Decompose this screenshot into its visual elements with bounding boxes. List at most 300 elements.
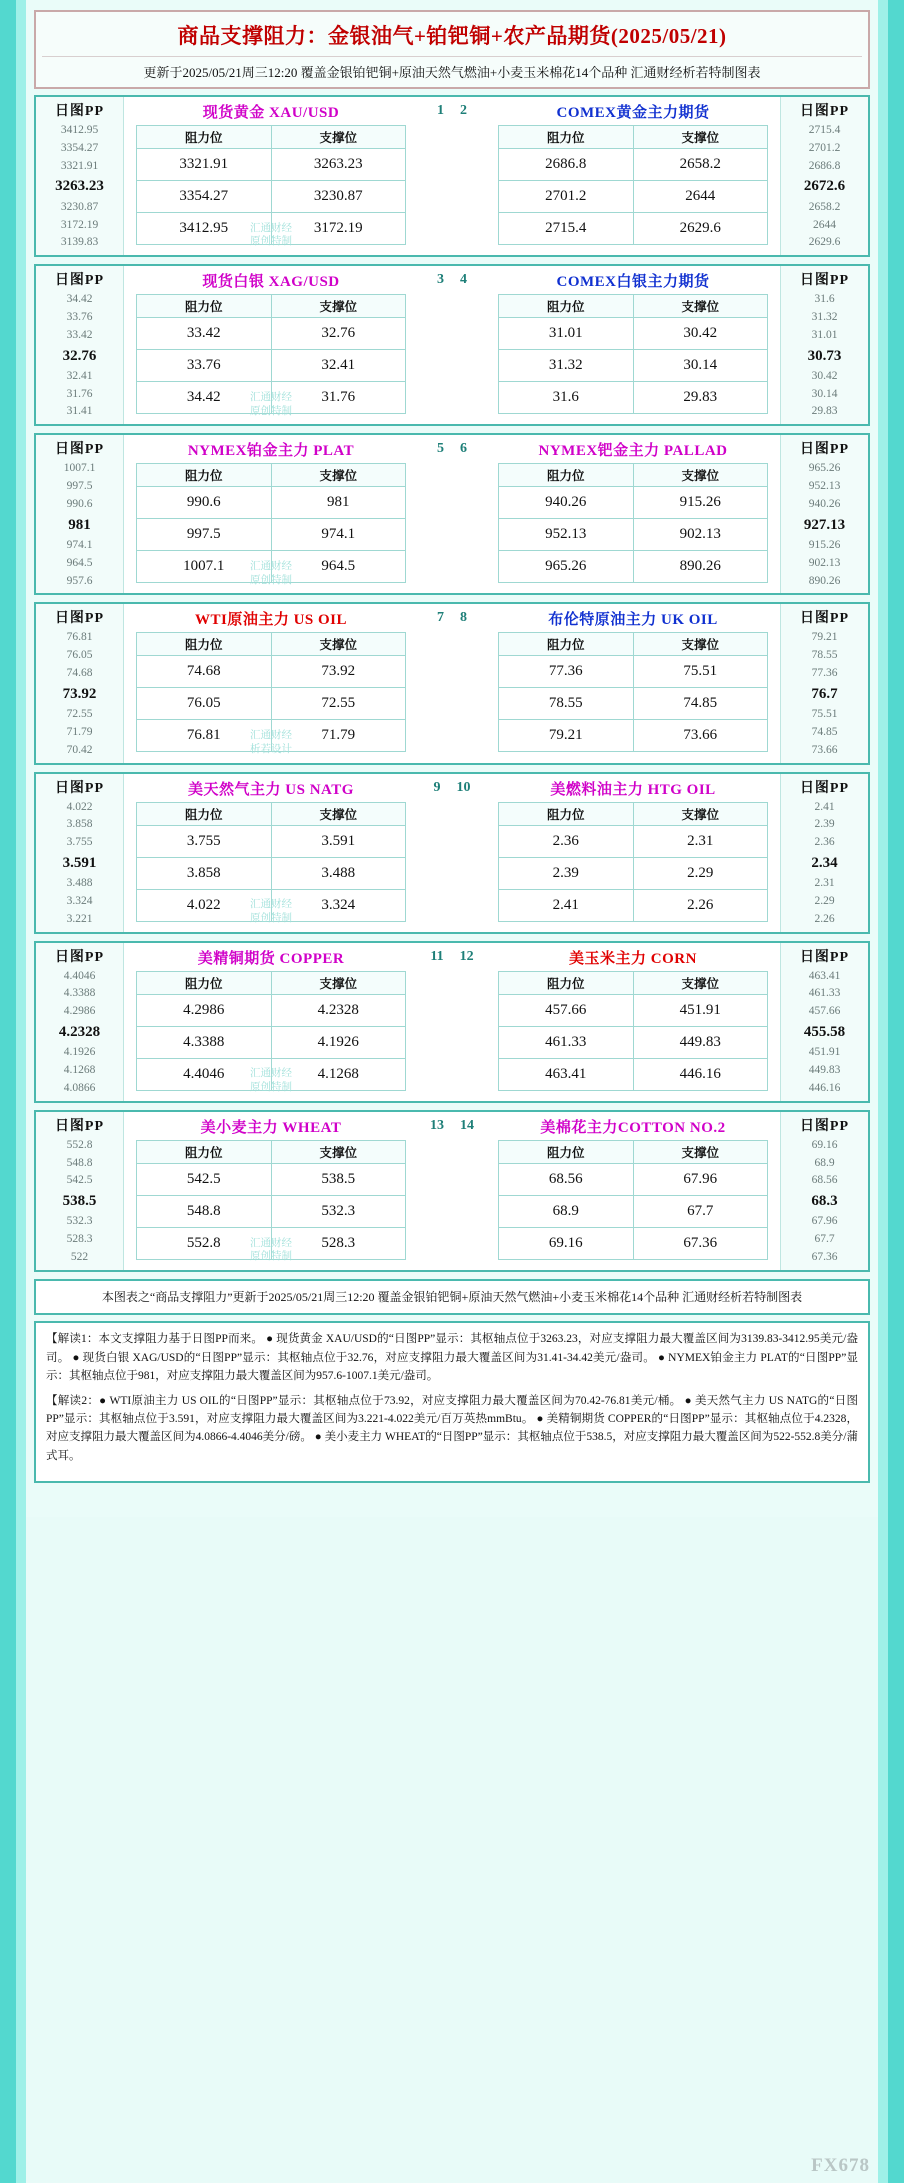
level-cell: 71.79	[271, 720, 406, 752]
pp-header: 日图PP	[54, 273, 105, 289]
pp-level: 73.66	[811, 743, 838, 756]
column-header: 支撑位	[271, 464, 406, 487]
table-row	[499, 688, 768, 720]
level-cell: 3172.19	[271, 213, 406, 245]
pp-level: 997.5	[66, 480, 93, 493]
pp-level: 31.32	[811, 310, 838, 323]
pp-level: 2701.2	[808, 141, 841, 154]
pp-level-list	[36, 291, 123, 421]
instrument-title: COMEX黄金主力期货	[556, 105, 710, 121]
column-header: 支撑位	[271, 971, 406, 994]
pp-level: 2.39	[814, 818, 835, 831]
pp-level-list	[36, 968, 123, 1098]
pane-index: 6	[460, 441, 467, 457]
level-cell: 981	[271, 487, 406, 519]
column-header: 阻力位	[499, 295, 634, 318]
instrument-title: 美玉米主力 CORN	[569, 950, 697, 967]
pp-pivot: 927.13	[803, 516, 846, 533]
table-row	[137, 181, 406, 213]
level-cell: 3263.23	[271, 149, 406, 181]
pp-column-left	[36, 604, 124, 762]
table-row	[499, 318, 768, 350]
column-header: 阻力位	[499, 633, 634, 656]
levels-table	[136, 802, 406, 922]
pane-index-numbers	[418, 97, 486, 255]
pp-level: 71.79	[66, 725, 93, 738]
level-cell: 2658.2	[633, 149, 768, 181]
level-cell: 3.755	[137, 825, 272, 857]
pp-level: 31.01	[811, 328, 838, 341]
notes-section	[34, 1321, 870, 1483]
pp-pivot: 2672.6	[803, 178, 846, 195]
table-row	[499, 1195, 768, 1227]
pp-column-left	[36, 97, 124, 255]
pp-level: 457.66	[808, 1005, 841, 1018]
pane-index-numbers	[418, 435, 486, 593]
level-cell: 4.4046	[137, 1058, 272, 1090]
pp-pivot: 30.73	[807, 347, 842, 364]
level-cell: 30.42	[633, 318, 768, 350]
level-cell: 4.2986	[137, 994, 272, 1026]
table-row	[137, 1227, 406, 1259]
pp-header: 日图PP	[54, 104, 105, 119]
pp-header: 日图PP	[799, 611, 850, 627]
instrument-title: 美棉花主力COTTON NO.2	[540, 1119, 726, 1136]
pp-level: 548.8	[66, 1156, 93, 1169]
level-cell: 74.68	[137, 656, 272, 688]
pane-index: 9	[433, 779, 441, 795]
level-cell: 449.83	[633, 1026, 768, 1058]
level-cell: 2.41	[499, 889, 634, 921]
column-header: 支撑位	[271, 126, 406, 149]
column-header: 阻力位	[499, 1140, 634, 1163]
table-row	[137, 519, 406, 551]
pp-level: 3.858	[66, 818, 93, 831]
panes-row	[124, 266, 780, 424]
instrument-title: COMEX白银主力期货	[556, 274, 710, 291]
pp-level: 4.2986	[63, 1005, 96, 1018]
level-cell: 463.41	[499, 1058, 634, 1090]
level-cell: 76.81	[137, 720, 272, 752]
level-cell: 2644	[633, 181, 768, 213]
pp-level: 965.26	[808, 462, 841, 475]
column-header: 阻力位	[137, 1140, 272, 1163]
pp-level-list	[781, 460, 868, 590]
pane-index-numbers	[418, 604, 486, 762]
pp-pivot: 3263.23	[55, 178, 104, 195]
pane-index: 10	[456, 779, 471, 795]
instrument-pane	[124, 266, 418, 424]
pp-level: 4.4046	[63, 969, 96, 982]
level-cell: 2629.6	[633, 213, 768, 245]
level-cell: 990.6	[137, 487, 272, 519]
pp-level: 72.55	[66, 708, 93, 721]
instrument-title: 美天然气主力 US NATG	[188, 781, 354, 798]
level-cell: 552.8	[137, 1227, 272, 1259]
pp-header: 日图PP	[799, 442, 850, 458]
brand-watermark: FX678	[811, 2155, 870, 2176]
pp-level: 3412.95	[60, 124, 99, 136]
levels-table	[498, 632, 768, 752]
pp-level: 2715.4	[808, 124, 841, 136]
table-row	[137, 1195, 406, 1227]
pane-index: 5	[437, 441, 444, 457]
pp-level: 4.3388	[63, 987, 96, 1000]
pp-header: 日图PP	[54, 1118, 105, 1134]
table-row	[499, 1058, 768, 1090]
levels-table	[136, 1140, 406, 1260]
pp-level-list	[36, 629, 123, 759]
column-header: 支撑位	[633, 971, 768, 994]
panes-wrapper	[124, 1112, 780, 1270]
pp-column-left	[36, 774, 124, 932]
table-row	[137, 889, 406, 921]
pane-index: 11	[430, 948, 444, 964]
pp-level: 2.41	[814, 800, 835, 813]
column-header: 支撑位	[271, 1140, 406, 1163]
table-row	[499, 994, 768, 1026]
pp-column-right	[780, 266, 868, 424]
level-cell: 890.26	[633, 551, 768, 583]
page-subtitle: 更新于2025/05/21周三12:20 覆盖金银铂钯铜+原油天然气燃油+小麦玉米棉花14个品种 汇通财经析若特制图表	[42, 56, 862, 81]
pp-level: 964.5	[66, 556, 93, 569]
level-cell: 548.8	[137, 1195, 272, 1227]
level-cell: 31.01	[499, 318, 634, 350]
pp-level: 70.42	[66, 743, 93, 756]
pp-level: 69.16	[811, 1138, 838, 1151]
column-header: 支撑位	[633, 464, 768, 487]
pane-index-numbers	[418, 1112, 486, 1270]
pp-level: 75.51	[811, 708, 838, 721]
level-cell: 67.96	[633, 1163, 768, 1195]
level-cell: 3.488	[271, 857, 406, 889]
pp-header: 日图PP	[799, 104, 850, 119]
instrument-title: 现货黄金 XAU/USD	[202, 105, 340, 121]
pp-pivot: 3.591	[62, 854, 97, 871]
table-row	[137, 318, 406, 350]
table-row	[137, 551, 406, 583]
pp-level-list	[781, 629, 868, 759]
pp-level: 67.7	[814, 1233, 835, 1246]
table-row	[499, 1227, 768, 1259]
level-cell: 532.3	[271, 1195, 406, 1227]
level-cell: 1007.1	[137, 551, 272, 583]
pp-pivot: 538.5	[62, 1193, 97, 1210]
pp-level: 2686.8	[808, 159, 841, 172]
instrument-title: 布伦特原油主力 UK OIL	[548, 612, 718, 629]
level-cell: 915.26	[633, 487, 768, 519]
pp-level: 2.29	[814, 895, 835, 907]
level-cell: 29.83	[633, 382, 768, 414]
pp-level: 29.83	[811, 405, 838, 418]
table-row	[137, 1163, 406, 1195]
pp-level: 78.55	[811, 649, 838, 662]
pp-level-list	[781, 799, 868, 929]
level-cell: 940.26	[499, 487, 634, 519]
pp-pivot: 2.34	[811, 854, 838, 871]
table-row	[137, 994, 406, 1026]
instrument-title: NYMEX钯金主力 PALLAD	[538, 443, 728, 460]
instrument-pane	[124, 774, 418, 932]
level-cell: 73.92	[271, 656, 406, 688]
instrument-pane	[486, 943, 780, 1101]
pp-level: 1007.1	[63, 462, 96, 475]
level-cell: 997.5	[137, 519, 272, 551]
panes-wrapper	[124, 943, 780, 1101]
pp-column-right	[780, 604, 868, 762]
table-row	[499, 382, 768, 414]
pp-level: 76.05	[66, 649, 93, 662]
column-header: 支撑位	[633, 126, 768, 149]
level-cell: 2686.8	[499, 149, 634, 181]
level-cell: 34.42	[137, 382, 272, 414]
instrument-block	[34, 95, 870, 257]
watermark: 汇通财经 原创特制	[250, 1068, 292, 1094]
pp-level: 68.9	[814, 1156, 835, 1169]
pp-level: 33.42	[66, 328, 93, 341]
instrument-pane	[486, 774, 780, 932]
level-cell: 2.39	[499, 857, 634, 889]
pp-level: 33.76	[66, 310, 93, 323]
level-cell: 31.32	[499, 350, 634, 382]
pp-level: 74.85	[811, 725, 838, 738]
pane-index: 12	[459, 948, 474, 964]
pp-level: 2658.2	[808, 200, 841, 213]
pp-column-left	[36, 943, 124, 1101]
pp-column-right	[780, 943, 868, 1101]
table-row	[137, 656, 406, 688]
level-cell: 3412.95	[137, 213, 272, 245]
level-cell: 67.7	[633, 1195, 768, 1227]
pp-level: 74.68	[66, 667, 93, 679]
pp-level: 3354.27	[60, 141, 99, 154]
pp-level: 940.26	[808, 497, 841, 510]
table-row	[137, 487, 406, 519]
pp-level-list	[781, 968, 868, 1098]
column-header: 阻力位	[137, 802, 272, 825]
pp-level: 463.41	[808, 969, 841, 982]
table-row	[137, 350, 406, 382]
footer-note: 本图表之“商品支撑阻力”更新于2025/05/21周三12:20 覆盖金银铂钯铜+原油天然气燃油+小麦玉米棉花14个品种 汇通财经析若特制图表	[34, 1279, 870, 1316]
pp-level: 30.42	[811, 369, 838, 382]
pp-level: 2644	[813, 218, 836, 231]
instrument-pane	[486, 604, 780, 762]
column-header: 阻力位	[137, 464, 272, 487]
instrument-title: 美精铜期货 COPPER	[197, 950, 345, 967]
level-cell: 32.76	[271, 318, 406, 350]
pp-level: 3230.87	[60, 200, 99, 213]
instrument-block	[34, 264, 870, 426]
level-cell: 3230.87	[271, 181, 406, 213]
table-row	[499, 213, 768, 245]
pp-level: 31.41	[66, 405, 93, 418]
pp-level: 4.0866	[63, 1081, 96, 1094]
watermark: 汇通财经 原创特制	[250, 391, 292, 417]
pp-level-list	[36, 122, 123, 252]
note-1: 【解读1：本文支撑阻力基于日图PP而来。 ● 现货黄金 XAU/USD的“日图PP”显示：其枢轴点位于3263.23，对应支撑阻力最大覆盖区间为3139.83-3412.95美元/盎司。 ● 现货白银 XAG/USD的“日图PP”显示：其枢轴点位于32.76，对应支撑阻力最大覆盖区间为31.41-34.42美元/盎司。 ● NYMEX铂金主力 PLAT的“日图PP”显示：其枢轴点位于981，对应支撑阻力最大覆盖区间为957.6-1007.1美元/盎司。	[46, 1333, 858, 1383]
pp-level: 4.1926	[63, 1046, 96, 1059]
pp-header: 日图PP	[799, 780, 850, 796]
levels-table	[136, 294, 406, 414]
panes-wrapper	[124, 266, 780, 424]
table-row	[137, 213, 406, 245]
column-header: 阻力位	[499, 802, 634, 825]
pp-level: 890.26	[808, 574, 841, 587]
pp-level: 3.221	[66, 912, 93, 925]
table-row	[499, 519, 768, 551]
pp-level: 3.324	[66, 895, 93, 907]
pp-level: 552.8	[66, 1138, 93, 1151]
level-cell: 33.42	[137, 318, 272, 350]
pp-pivot: 68.3	[811, 1193, 838, 1210]
pane-index: 7	[437, 610, 444, 626]
instrument-pane	[124, 435, 418, 593]
table-row	[137, 688, 406, 720]
pane-index-numbers	[418, 774, 486, 932]
pane-index: 14	[460, 1117, 474, 1133]
instrument-title: NYMEX铂金主力 PLAT	[187, 443, 355, 460]
pp-level-list	[781, 1137, 868, 1267]
instrument-block	[34, 602, 870, 764]
pp-level: 4.1268	[63, 1064, 96, 1077]
level-cell: 952.13	[499, 519, 634, 551]
column-header: 阻力位	[499, 971, 634, 994]
pp-level-list	[36, 799, 123, 929]
watermark: 汇通财经 原创特制	[250, 1237, 292, 1263]
pp-level: 76.81	[66, 631, 93, 644]
bottom-spacer	[34, 1483, 870, 1509]
pp-header: 日图PP	[799, 273, 850, 289]
panes-wrapper	[124, 774, 780, 932]
level-cell: 31.76	[271, 382, 406, 414]
table-row	[499, 487, 768, 519]
pp-level: 522	[70, 1251, 89, 1264]
pp-level: 3139.83	[60, 236, 99, 249]
pp-level: 34.42	[66, 293, 93, 306]
level-cell: 68.56	[499, 1163, 634, 1195]
table-row	[137, 720, 406, 752]
pp-column-right	[780, 435, 868, 593]
level-cell: 2.31	[633, 825, 768, 857]
pp-level: 68.56	[811, 1174, 838, 1187]
level-cell: 2.29	[633, 857, 768, 889]
blocks-container	[34, 95, 870, 1272]
pp-pivot: 455.58	[803, 1024, 846, 1041]
pp-column-right	[780, 97, 868, 255]
pp-pivot: 32.76	[62, 347, 97, 364]
pp-level: 451.91	[808, 1046, 841, 1059]
column-header: 支撑位	[633, 1140, 768, 1163]
pp-column-left	[36, 266, 124, 424]
pane-index: 3	[437, 272, 444, 288]
table-row	[499, 857, 768, 889]
panes-wrapper	[124, 435, 780, 593]
pane-index-numbers	[418, 266, 486, 424]
level-cell: 3.591	[271, 825, 406, 857]
level-cell: 3.858	[137, 857, 272, 889]
pp-column-right	[780, 1112, 868, 1270]
pp-level-list	[781, 291, 868, 421]
instrument-title: 现货白银 XAG/USD	[202, 274, 340, 291]
instrument-pane	[124, 97, 418, 255]
pp-level: 30.14	[811, 387, 838, 400]
pp-level: 542.5	[66, 1174, 93, 1187]
level-cell: 67.36	[633, 1227, 768, 1259]
pp-level: 915.26	[808, 538, 841, 551]
panes-row	[124, 774, 780, 932]
table-row	[499, 1163, 768, 1195]
table-row	[499, 720, 768, 752]
pp-level: 31.6	[814, 293, 835, 306]
table-row	[499, 1026, 768, 1058]
levels-table	[136, 463, 406, 583]
pp-level: 2629.6	[808, 236, 841, 249]
watermark: 汇通财经 原创特制	[250, 899, 292, 924]
pp-column-right	[780, 774, 868, 932]
levels-table	[498, 1140, 768, 1260]
panes-row	[124, 1112, 780, 1270]
column-header: 阻力位	[499, 464, 634, 487]
pp-level: 3.488	[66, 877, 93, 890]
pane-index: 4	[460, 272, 467, 288]
pp-column-left	[36, 435, 124, 593]
table-row	[499, 889, 768, 921]
instrument-pane	[486, 435, 780, 593]
column-header: 支撑位	[271, 295, 406, 318]
table-row	[137, 857, 406, 889]
header	[34, 10, 870, 89]
level-cell: 974.1	[271, 519, 406, 551]
level-cell: 31.6	[499, 382, 634, 414]
level-cell: 965.26	[499, 551, 634, 583]
instrument-pane	[486, 266, 780, 424]
watermark: 汇通财经 原创特制	[250, 561, 292, 586]
levels-table	[498, 971, 768, 1091]
column-header: 支撑位	[271, 802, 406, 825]
level-cell: 4.2328	[271, 994, 406, 1026]
level-cell: 78.55	[499, 688, 634, 720]
pp-level-list	[36, 460, 123, 590]
table-row	[499, 149, 768, 181]
instrument-pane	[486, 1112, 780, 1270]
column-header: 支撑位	[633, 802, 768, 825]
level-cell: 4.1926	[271, 1026, 406, 1058]
column-header: 阻力位	[137, 126, 272, 149]
pane-index: 13	[430, 1117, 444, 1133]
pp-level: 31.76	[66, 387, 93, 400]
level-cell: 32.41	[271, 350, 406, 382]
pane-index-numbers	[418, 943, 486, 1101]
table-row	[499, 181, 768, 213]
level-cell: 2.36	[499, 825, 634, 857]
level-cell: 457.66	[499, 994, 634, 1026]
pp-pivot: 4.2328	[58, 1024, 101, 1041]
instrument-block	[34, 941, 870, 1103]
pp-header: 日图PP	[799, 1118, 850, 1134]
pp-level: 461.33	[808, 987, 841, 1000]
instrument-title: WTI原油主力 US OIL	[194, 612, 348, 629]
instrument-block	[34, 772, 870, 934]
level-cell: 3354.27	[137, 181, 272, 213]
level-cell: 33.76	[137, 350, 272, 382]
levels-table	[498, 463, 768, 583]
pp-level: 3.755	[66, 836, 93, 849]
column-header: 阻力位	[499, 126, 634, 149]
level-cell: 964.5	[271, 551, 406, 583]
panes-row	[124, 604, 780, 762]
level-cell: 77.36	[499, 656, 634, 688]
watermark: 汇通财经 析若设计	[250, 730, 292, 755]
